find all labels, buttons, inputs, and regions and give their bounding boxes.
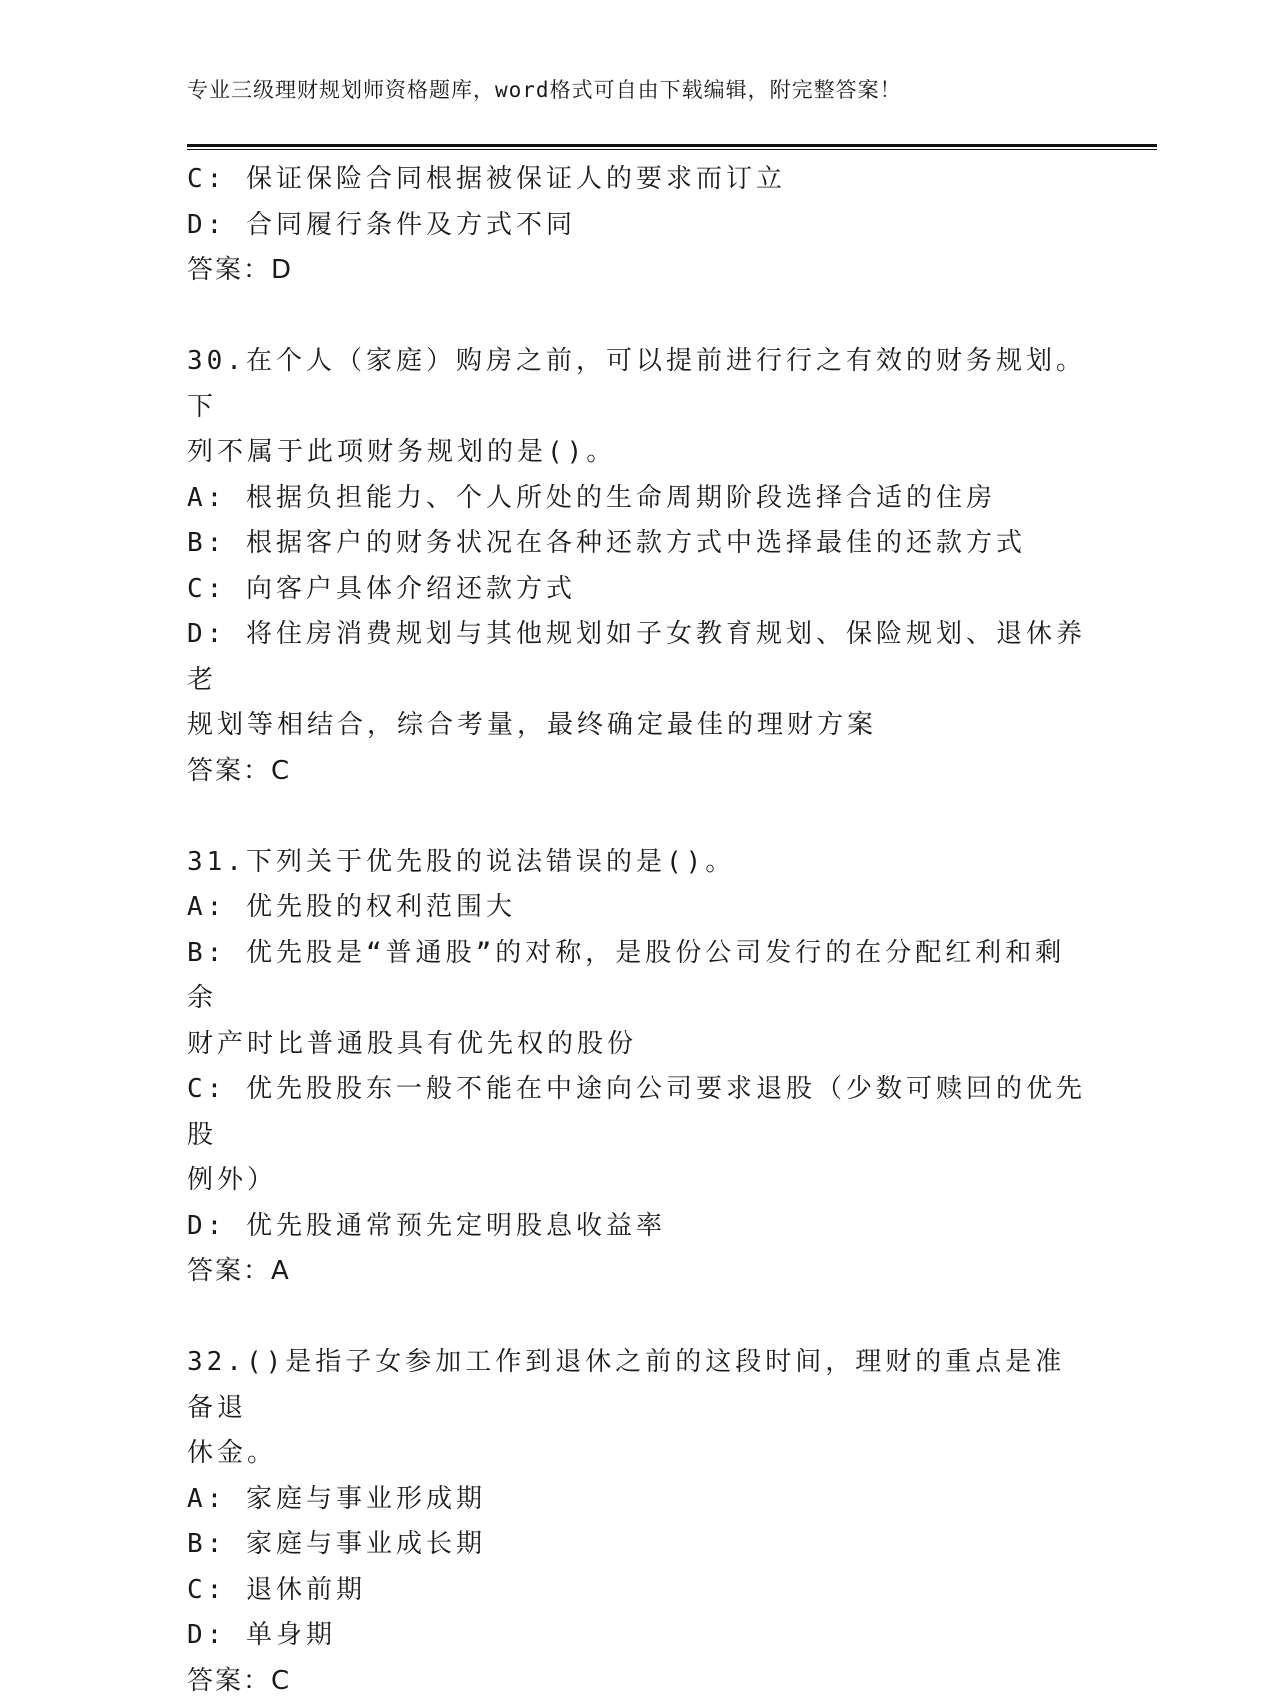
option-line: 例外） (187, 1158, 1087, 1204)
option-line: B: 优先股是“普通股”的对称，是股份公司发行的在分配红利和剩余 (187, 931, 1087, 1022)
option-line: B: 根据客户的财务状况在各种还款方式中选择最佳的还款方式 (187, 521, 1087, 567)
option-line: C: 退休前期 (187, 1568, 1087, 1614)
answer-line: 答案：D (187, 248, 1087, 294)
option-line: C: 优先股股东一般不能在中途向公司要求退股（少数可赎回的优先股 (187, 1067, 1087, 1158)
question-text: 32.()是指子女参加工作到退休之前的这段时间，理财的重点是准备退 (187, 1340, 1087, 1431)
option-line: D: 将住房消费规划与其他规划如子女教育规划、保险规划、退休养老 (187, 612, 1087, 703)
answer-line: 答案：C (187, 1659, 1087, 1704)
header-rule-thick (187, 144, 1157, 147)
question-text: 列不属于此项财务规划的是()。 (187, 430, 1087, 476)
spacer (187, 794, 1087, 840)
option-line: C: 向客户具体介绍还款方式 (187, 567, 1087, 613)
option-line: D: 合同履行条件及方式不同 (187, 203, 1087, 249)
option-line: C: 保证保险合同根据被保证人的要求而订立 (187, 157, 1087, 203)
spacer (187, 294, 1087, 340)
option-line: A: 家庭与事业形成期 (187, 1477, 1087, 1523)
page-header: 专业三级理财规划师资格题库，word格式可自由下载编辑，附完整答案！ (187, 74, 1157, 104)
option-line: D: 优先股通常预先定明股息收益率 (187, 1204, 1087, 1250)
option-line: A: 根据负担能力、个人所处的生命周期阶段选择合适的住房 (187, 476, 1087, 522)
document-body (187, 157, 1087, 1704)
question-text: 31.下列关于优先股的说法错误的是()。 (187, 840, 1087, 886)
question-block (187, 339, 1087, 794)
spacer (187, 1295, 1087, 1341)
question-block (187, 1340, 1087, 1704)
question-block (187, 840, 1087, 1295)
question-text: 休金。 (187, 1431, 1087, 1477)
option-line: 财产时比普通股具有优先权的股份 (187, 1022, 1087, 1068)
option-line: B: 家庭与事业成长期 (187, 1522, 1087, 1568)
question-text: 30.在个人（家庭）购房之前，可以提前进行行之有效的财务规划。下 (187, 339, 1087, 430)
answer-line: 答案：C (187, 749, 1087, 795)
header-rule-thin (187, 149, 1157, 150)
answer-line: 答案：A (187, 1249, 1087, 1295)
option-line: A: 优先股的权利范围大 (187, 885, 1087, 931)
question-block (187, 157, 1087, 294)
option-line: 规划等相结合，综合考量，最终确定最佳的理财方案 (187, 703, 1087, 749)
option-line: D: 单身期 (187, 1613, 1087, 1659)
